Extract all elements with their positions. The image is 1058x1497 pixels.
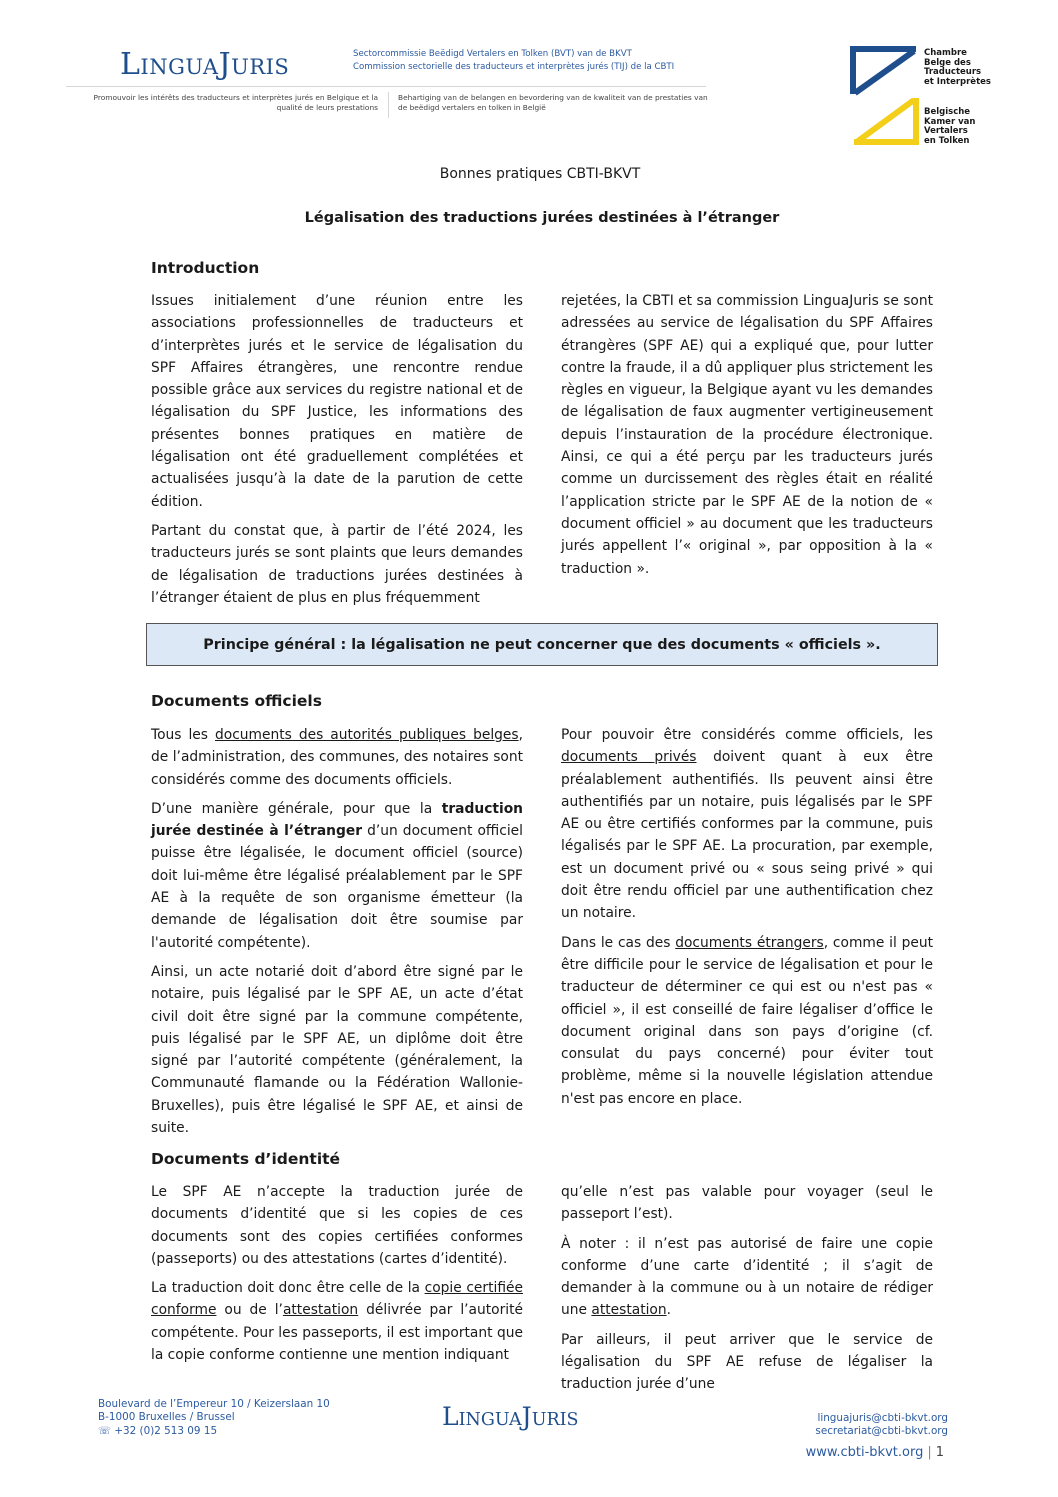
paragraph: À noter : il n’est pas autorisé de faire une copie conforme d’une carte d’identité ; il s’agit de demander à la commune ou à un notaire de rédiger une attestation. [561,1235,933,1319]
commission-names [353,48,674,74]
chamber-name-nl: Belgische Kamer van Vertalers en Tolken [924,107,976,146]
paragraph: Pour pouvoir être considérés comme officiels, les documents privés doivent quant à eux être préalablement authentifiés. Ils peuvent ainsi être authentifiés par un notaire, puis légalisés par le SPF AE ou être certifiés conformes par la commune, puis légalisés par le SPF AE. La procuration, par exemple, est un document privé ou « sous seing privé » qui doit être rendu officiel par une authentification chez un notaire. [561,727,933,922]
identity-documents-column-left [151,1181,523,1373]
address-line: Boulevard de l’Empereur 10 / Keizerslaan 10 [98,1398,330,1410]
separator: | [927,1445,932,1460]
official-documents-column-right [561,724,933,1117]
paragraph: Ainsi, un acte notarié doit d’abord être signé par le notaire, puis légalisé par le SPF AE, un acte d’état civil doit être signé par la commune compétente, puis légalisé par le SPF AE, un diplôme doit être signé par l’autorité compétente (généralement, la Communauté flamande ou la Fédération Wallonie-Bruxelles), puis être légalisé le SPF AE, et ainsi de suite. [151,963,523,1137]
website-link[interactable]: www.cbti-bkvt.org [805,1445,924,1460]
phone-number[interactable]: +32 (0)2 513 09 15 [114,1424,218,1437]
paragraph: Tous les documents des autorités publiques belges, de l’administration, des communes, des notaires sont considérés comme des documents officiels. [151,727,523,788]
principle-callout [146,623,938,666]
paragraph: Issues initialement d’une réunion entre les associations professionnelles de traducteurs et d’interprètes jurés et le service de légalisation du SPF Affaires étrangères, une rencontre rendue possible grâce aux services du registre national et de légalisation du SPF Justice, les informations des présentes bonnes pratiques en matière de légalisation ont été graduellement complétées et actualisées jusqu’à la date de la parution de cette édition. [151,293,523,510]
footer-emails [815,1412,948,1437]
mission-statement-fr: Promouvoir les intérêts des traducteurs et interprètes jurés en Belgique et la qualité de leurs prestations [93,93,378,112]
paragraph: Par ailleurs, il peut arriver que le service de légalisation du SPF AE refuse de légaliser la traduction jurée d’une [561,1331,933,1393]
email-link[interactable]: secretariat@cbti-bkvt.org [815,1424,948,1437]
phone-line [98,1425,330,1438]
paragraph: D’une manière générale, pour que la traduction jurée destinée à l’étranger d’un document officiel puisse être légalisée, le document officiel (source) doit lui-même être légalisé préalablement par le SPF AE à la requête de son organisme émetteur (la demande de légalisation doit être soumise par l'autorité compétente). [151,800,524,951]
phone-icon: ☏ [98,1424,111,1437]
link-foreign-documents[interactable]: documents étrangers [675,934,824,951]
footer-website-line [806,1445,944,1460]
paragraph: rejetées, la CBTI et sa commission LinguaJuris se sont adressées au service de légalisation du SPF Affaires étrangères (SPF AE) qui a expliqué que, pour lutter contre la fraude, il a dû appliquer plus strictement les règles en vigueur, la Belgique ayant vu les demandes de légalisation de faux augmenter vertigineusement depuis l’instauration de la procédure électronique. Ainsi, ce qui a été perçu par les traducteurs jurés comme un durcissement des règles était en réalité l’application stricte par le SPF AE de la notion de « document officiel » au document que les traducteurs jurés appellent l’« original », par opposition à la « traduction ». [561,293,933,577]
official-documents-column-left [151,724,523,1146]
page-number: 1 [935,1445,944,1460]
principle-text: Principe général : la légalisation ne peut concerner que des documents « officiels ». [203,636,881,653]
section-heading-introduction: Introduction [151,259,260,277]
commission-name-nl: Sectorcommissie Beëdigd Vertalers en Tolken (BVT) van de BKVT [353,49,632,59]
paragraph: qu’elle n’est pas valable pour voyager (seul le passeport l’est). [561,1184,933,1223]
paragraph: Dans le cas des documents étrangers, comme il peut être difficile pour le service de légalisation et pour le traducteur de déterminer ce qui est ou n'est pas « officiel », il est conseillé de faire légaliser d’office le document original dans son pays d’origine (cf. consulat du pays concerné) pour éviter tout problème, même si la nouvelle législation attendue n'est pas encore en place. [561,934,933,1107]
footer-address [98,1398,330,1438]
introduction-column-right [561,290,933,587]
footer-linguajuris-logo: LINGUAJURIS [442,1402,579,1431]
section-heading-official-documents: Documents officiels [151,692,322,710]
link-attestation[interactable]: attestation [591,1302,667,1319]
identity-documents-column-right [561,1181,933,1403]
link-attestation[interactable]: attestation [282,1302,359,1319]
document-title: Légalisation des traductions jurées destinées à l’étranger [304,210,780,226]
paragraph: Partant du constat que, à partir de l’été 2024, les traducteurs jurés se sont plaints que leurs demandes de légalisation de traductions jurées destinées à l’étranger étaient de plus en plus fréquemment [151,522,523,606]
chamber-name-fr: Chambre Belge des Traducteurs et Interprètes [924,48,991,87]
document-subtitle: Bonnes pratiques CBTI-BKVT [439,166,641,182]
chamber-logo-icon [850,46,920,146]
header-divider [66,86,706,87]
commission-name-fr: Commission sectorielle des traducteurs et interprètes jurés (TIJ) de la CBTI [353,62,675,72]
section-heading-identity-documents: Documents d’identité [151,1150,341,1168]
paragraph: Le SPF AE n’accepte la traduction jurée de documents d’identité que si les copies de ces documents sont des copies certifiées conformes (passeports) ou des attestations (cartes d’identité). [151,1184,523,1267]
link-certified-copy[interactable]: copie certifiée conforme [151,1280,523,1319]
header-vertical-divider [388,92,389,118]
link-private-documents[interactable]: documents privés [561,749,697,766]
paragraph: La traduction doit donc être celle de la copie certifiée conforme ou de l’attestation délivrée par l’autorité compétente. Pour les passeports, il est important que la copie conforme contienne une mention indiquant [151,1280,524,1364]
introduction-column-left [151,290,523,616]
linguajuris-logo: LINGUAJURIS [120,47,290,82]
email-link[interactable]: linguajuris@cbti-bkvt.org [817,1412,948,1424]
mission-statement-nl: Behartiging van de belangen en bevordering van de kwaliteit van de prestaties van de beëdigd vertalers en tolken in België [398,93,708,112]
link-public-authority-documents[interactable]: documents des autorités publiques belges [215,727,519,743]
emphasis-sworn-translation: traduction jurée destinée à l’étranger [151,800,523,840]
address-line: B-1000 Bruxelles / Brussel [98,1411,235,1424]
